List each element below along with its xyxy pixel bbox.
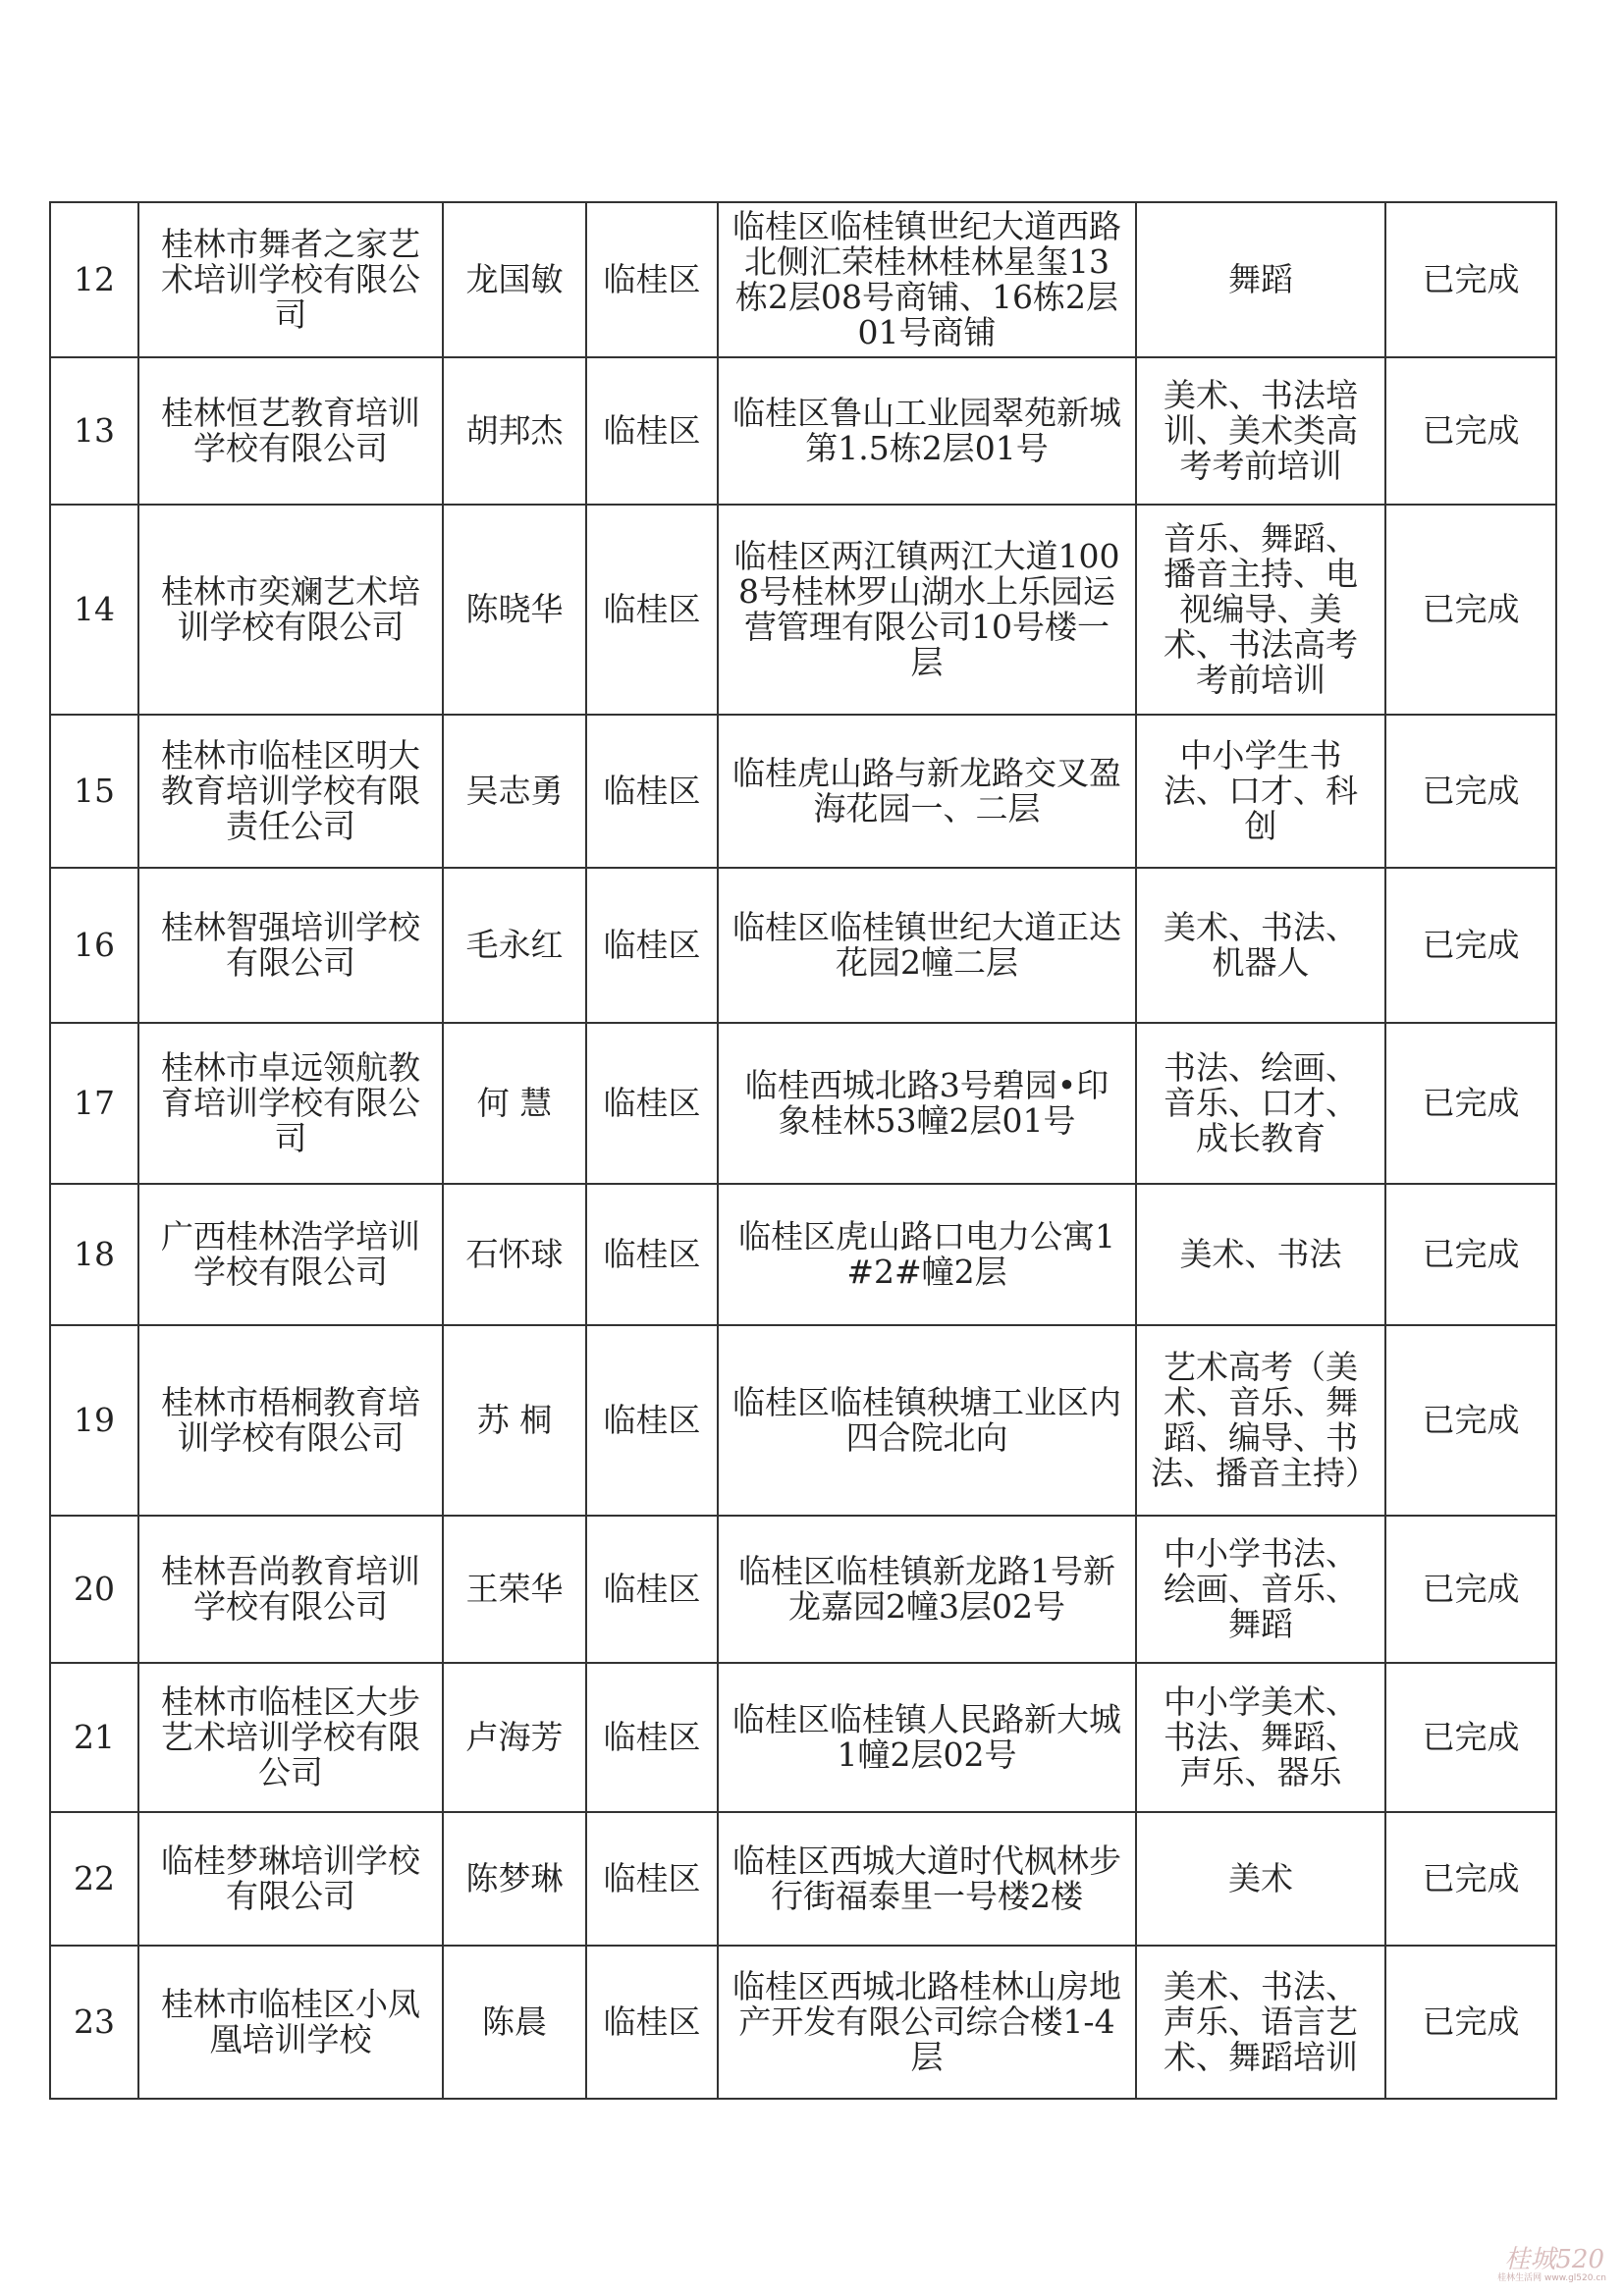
cell-legal-person: 卢海芳 [443,1663,586,1812]
cell-address: 临桂区临桂镇新龙路1号新龙嘉园2幢3层02号 [718,1516,1136,1663]
table-row [50,202,1556,357]
cell-district: 临桂区 [586,202,718,357]
cell-address: 临桂区西城北路桂林山房地产开发有限公司综合楼1-4层 [718,1946,1136,2099]
table-row [50,1946,1556,2099]
cell-legal-person: 陈梦琳 [443,1812,586,1946]
cell-number: 13 [50,357,138,505]
cell-address: 临桂虎山路与新龙路交叉盈海花园一、二层 [718,715,1136,868]
cell-district: 临桂区 [586,1812,718,1946]
table-row [50,1663,1556,1812]
watermark-logo [1459,2241,1606,2274]
cell-number: 14 [50,505,138,715]
cell-legal-person: 胡邦杰 [443,357,586,505]
cell-school-name: 桂林市临桂区小凤凰培训学校 [138,1946,443,2099]
cell-address: 临桂区临桂镇世纪大道正达花园2幢二层 [718,868,1136,1023]
cell-status: 已完成 [1385,1812,1556,1946]
cell-address: 临桂西城北路3号碧园•印象桂林53幢2层01号 [718,1023,1136,1184]
table-row [50,1023,1556,1184]
cell-school-name: 桂林市舞者之家艺术培训学校有限公司 [138,202,443,357]
cell-district: 临桂区 [586,868,718,1023]
cell-district: 临桂区 [586,505,718,715]
cell-school-name: 桂林恒艺教育培训学校有限公司 [138,357,443,505]
cell-number: 18 [50,1184,138,1325]
cell-training-scope: 美术、书法 [1136,1184,1385,1325]
cell-status: 已完成 [1385,1946,1556,2099]
site-watermark [1459,2241,1606,2286]
cell-address: 临桂区临桂镇人民路新大城1幢2层02号 [718,1663,1136,1812]
cell-number: 17 [50,1023,138,1184]
table-row [50,868,1556,1023]
cell-district: 临桂区 [586,1023,718,1184]
cell-training-scope: 音乐、舞蹈、播音主持、电视编导、美术、书法高考考前培训 [1136,505,1385,715]
cell-district: 临桂区 [586,715,718,868]
table-row [50,1184,1556,1325]
cell-training-scope: 书法、绘画、音乐、口才、成长教育 [1136,1023,1385,1184]
cell-number: 21 [50,1663,138,1812]
cell-address: 临桂区西城大道时代枫林步行街福泰里一号楼2楼 [718,1812,1136,1946]
training-school-table [49,201,1557,2100]
cell-status: 已完成 [1385,1516,1556,1663]
cell-status: 已完成 [1385,1023,1556,1184]
cell-address: 临桂区临桂镇世纪大道西路北侧汇荣桂林桂林星玺13栋2层08号商铺、16栋2层01号商铺 [718,202,1136,357]
cell-school-name: 桂林智强培训学校有限公司 [138,868,443,1023]
cell-status: 已完成 [1385,1663,1556,1812]
cell-training-scope: 舞蹈 [1136,202,1385,357]
cell-status: 已完成 [1385,357,1556,505]
table-row [50,1325,1556,1516]
cell-training-scope: 中小学书法、绘画、音乐、舞蹈 [1136,1516,1385,1663]
cell-training-scope: 中小学美术、书法、舞蹈、声乐、器乐 [1136,1663,1385,1812]
cell-number: 19 [50,1325,138,1516]
watermark-logo-text: 桂城520 [1504,2245,1604,2274]
cell-address: 临桂区虎山路口电力公寓1#2#幢2层 [718,1184,1136,1325]
cell-status: 已完成 [1385,715,1556,868]
cell-training-scope: 美术、书法、声乐、语言艺术、舞蹈培训 [1136,1946,1385,2099]
table-row [50,505,1556,715]
cell-legal-person: 吴志勇 [443,715,586,868]
cell-district: 临桂区 [586,1325,718,1516]
cell-legal-person: 王荣华 [443,1516,586,1663]
cell-school-name: 广西桂林浩学培训学校有限公司 [138,1184,443,1325]
cell-number: 22 [50,1812,138,1946]
cell-district: 临桂区 [586,1663,718,1812]
cell-number: 23 [50,1946,138,2099]
cell-district: 临桂区 [586,1184,718,1325]
cell-district: 临桂区 [586,1516,718,1663]
cell-legal-person: 石怀球 [443,1184,586,1325]
cell-training-scope: 美术 [1136,1812,1385,1946]
cell-training-scope: 中小学生书法、口才、科创 [1136,715,1385,868]
cell-legal-person: 陈晓华 [443,505,586,715]
cell-status: 已完成 [1385,1184,1556,1325]
cell-number: 20 [50,1516,138,1663]
cell-status: 已完成 [1385,1325,1556,1516]
cell-status: 已完成 [1385,505,1556,715]
cell-address: 临桂区临桂镇秧塘工业区内四合院北向 [718,1325,1136,1516]
cell-address: 临桂区两江镇两江大道1008号桂林罗山湖水上乐园运营管理有限公司10号楼一层 [718,505,1136,715]
table-row [50,357,1556,505]
cell-legal-person: 毛永红 [443,868,586,1023]
cell-number: 12 [50,202,138,357]
table-row [50,715,1556,868]
cell-school-name: 桂林市奕斓艺术培训学校有限公司 [138,505,443,715]
cell-school-name: 桂林市卓远领航教育培训学校有限公司 [138,1023,443,1184]
cell-training-scope: 艺术高考（美术、音乐、舞蹈、编导、书法、播音主持） [1136,1325,1385,1516]
cell-legal-person: 何 慧 [443,1023,586,1184]
cell-training-scope: 美术、书法、机器人 [1136,868,1385,1023]
cell-district: 临桂区 [586,357,718,505]
table-body [50,202,1556,2099]
table-row [50,1812,1556,1946]
cell-school-name: 临桂梦琳培训学校有限公司 [138,1812,443,1946]
cell-address: 临桂区鲁山工业园翠苑新城第1.5栋2层01号 [718,357,1136,505]
cell-number: 16 [50,868,138,1023]
table-row [50,1516,1556,1663]
watermark-subtext: 桂林生活网 www.gl520.cn [1497,2273,1606,2283]
cell-school-name: 桂林市临桂区明大教育培训学校有限责任公司 [138,715,443,868]
cell-status: 已完成 [1385,868,1556,1023]
cell-legal-person: 苏 桐 [443,1325,586,1516]
cell-number: 15 [50,715,138,868]
training-school-table-container [49,201,1534,2100]
cell-status: 已完成 [1385,202,1556,357]
cell-legal-person: 龙国敏 [443,202,586,357]
cell-training-scope: 美术、书法培训、美术类高考考前培训 [1136,357,1385,505]
cell-district: 临桂区 [586,1946,718,2099]
cell-school-name: 桂林吾尚教育培训学校有限公司 [138,1516,443,1663]
cell-school-name: 桂林市梧桐教育培训学校有限公司 [138,1325,443,1516]
cell-legal-person: 陈晨 [443,1946,586,2099]
cell-school-name: 桂林市临桂区大步艺术培训学校有限公司 [138,1663,443,1812]
